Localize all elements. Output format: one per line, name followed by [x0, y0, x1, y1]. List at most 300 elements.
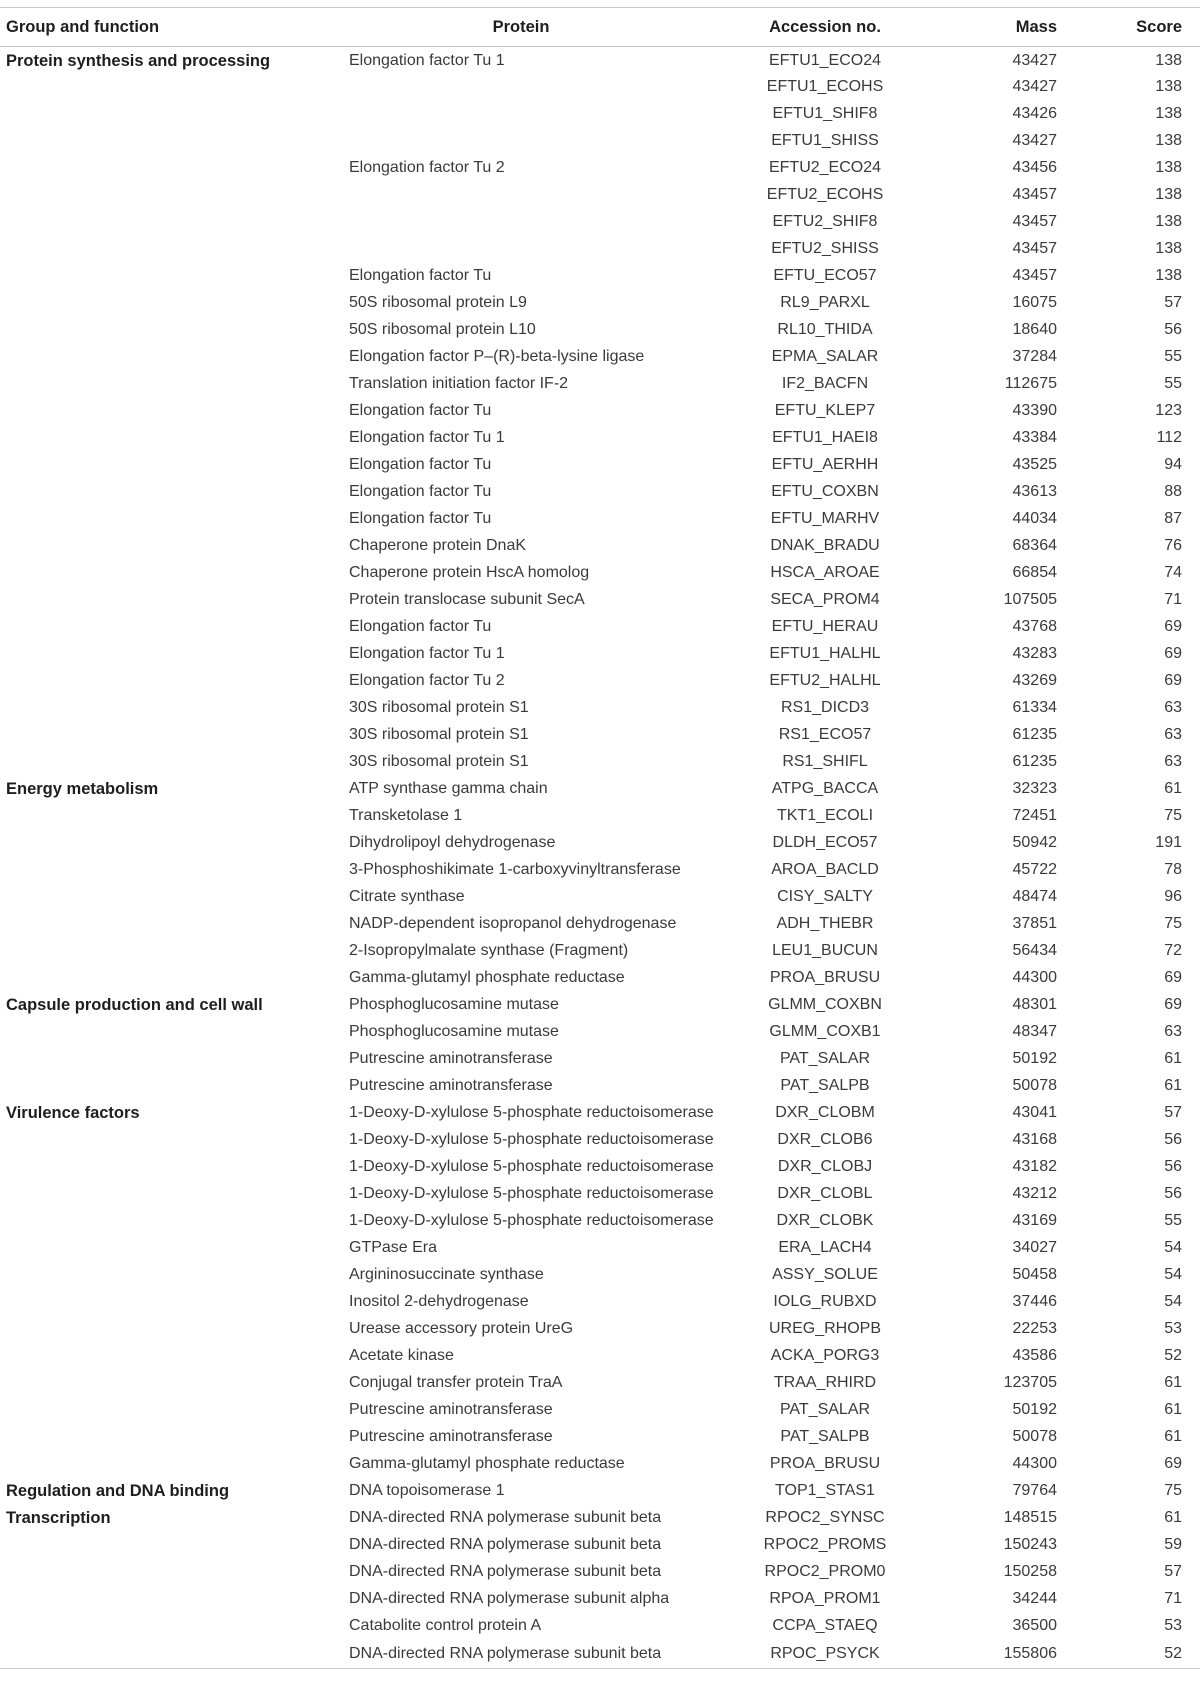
mass-cell: 66854 [1012, 564, 1057, 581]
protein-cell: Putrescine aminotransferase [349, 1428, 553, 1445]
table-row [0, 506, 1200, 533]
score-cell: 74 [1164, 564, 1182, 581]
protein-cell: Phosphoglucosamine mutase [349, 1023, 559, 1040]
accession-cell: CISY_SALTY [777, 888, 873, 905]
header-row [0, 8, 1200, 47]
table-row [0, 1127, 1200, 1154]
group-cell: Energy metabolism [6, 779, 159, 798]
score-cell: 69 [1164, 996, 1182, 1013]
table-row [0, 155, 1200, 182]
score-cell: 57 [1164, 1563, 1182, 1580]
score-cell: 54 [1164, 1293, 1182, 1310]
protein-cell: Inositol 2-dehydrogenase [349, 1293, 529, 1310]
group-cell [0, 452, 337, 479]
score-cell: 75 [1164, 915, 1182, 932]
group-cell [0, 722, 337, 749]
table-row [0, 1208, 1200, 1235]
mass-cell: 34244 [1012, 1590, 1057, 1607]
protein-cell [337, 236, 725, 263]
table-row [0, 695, 1200, 722]
protein-cell: 50S ribosomal protein L9 [349, 294, 527, 311]
table-row [0, 1640, 1200, 1669]
group-cell [0, 1640, 337, 1669]
protein-cell: Phosphoglucosamine mutase [349, 996, 559, 1013]
table-row [0, 668, 1200, 695]
score-cell: 76 [1164, 537, 1182, 554]
score-cell: 56 [1164, 321, 1182, 338]
accession-cell: HSCA_AROAE [770, 564, 880, 581]
table-row [0, 1370, 1200, 1397]
accession-cell: DXR_CLOBM [775, 1104, 875, 1121]
mass-cell: 43457 [1012, 240, 1057, 257]
mass-cell: 43384 [1012, 429, 1057, 446]
group-cell [0, 938, 337, 965]
mass-cell: 44300 [1012, 1455, 1057, 1472]
accession-cell: RPOC2_PROMS [763, 1536, 887, 1553]
protein-cell: Transketolase 1 [349, 807, 463, 824]
mass-cell: 50942 [1012, 834, 1057, 851]
mass-cell: 34027 [1012, 1239, 1057, 1256]
mass-cell: 43212 [1012, 1185, 1057, 1202]
mass-cell: 155806 [925, 1640, 1075, 1669]
table-row [0, 614, 1200, 641]
table-row [0, 74, 1200, 101]
accession-cell: IF2_BACFN [781, 375, 869, 392]
table-row [0, 1316, 1200, 1343]
accession-cell: ACKA_PORG3 [770, 1347, 880, 1364]
accession-cell: RPOA_PROM1 [769, 1590, 881, 1607]
mass-cell: 56434 [1012, 942, 1057, 959]
score-cell: 138 [1155, 78, 1182, 95]
score-cell: 61 [1164, 1077, 1182, 1094]
group-cell [0, 1262, 337, 1289]
accession-cell: TRAA_RHIRD [773, 1374, 877, 1391]
header-protein: Protein [337, 8, 725, 47]
mass-cell: 61235 [1012, 753, 1057, 770]
accession-cell: SECA_PROM4 [770, 591, 880, 608]
group-cell [0, 560, 337, 587]
mass-cell: 43283 [1012, 645, 1057, 662]
table-row [0, 641, 1200, 668]
table-row [0, 560, 1200, 587]
score-cell: 112 [1156, 429, 1182, 446]
protein-table [0, 7, 1200, 1669]
group-cell [0, 209, 337, 236]
score-cell: 71 [1164, 591, 1182, 608]
accession-cell: EFTU1_SHIF8 [772, 105, 878, 122]
accession-cell: DXR_CLOB6 [777, 1131, 873, 1148]
mass-cell: 72451 [1012, 807, 1057, 824]
group-cell [0, 668, 337, 695]
protein-cell [337, 128, 725, 155]
table-body [0, 47, 1200, 1669]
protein-cell: Chaperone protein HscA homolog [349, 564, 590, 581]
group-cell [0, 1046, 337, 1073]
mass-cell: 43457 [1012, 213, 1057, 230]
group-cell [0, 1154, 337, 1181]
protein-cell: 3-Phosphoshikimate 1-carboxyvinyltransferase [349, 861, 681, 878]
accession-cell: RPOC_PSYCK [725, 1640, 925, 1669]
group-cell [0, 533, 337, 560]
protein-cell: Elongation factor Tu [349, 267, 492, 284]
table-row [0, 317, 1200, 344]
accession-cell: EFTU_AERHH [771, 456, 879, 473]
score-cell: 138 [1155, 105, 1182, 122]
group-cell [0, 1235, 337, 1262]
protein-cell: 30S ribosomal protein S1 [349, 726, 529, 743]
group-cell [0, 749, 337, 776]
table-row [0, 1154, 1200, 1181]
protein-cell: Elongation factor Tu [349, 456, 492, 473]
protein-cell: DNA-directed RNA polymerase subunit beta [349, 1563, 662, 1580]
table-row [0, 1235, 1200, 1262]
score-cell: 75 [1164, 1482, 1182, 1499]
protein-cell: DNA topoisomerase 1 [349, 1482, 505, 1499]
mass-cell: 37851 [1012, 915, 1057, 932]
mass-cell: 43613 [1012, 483, 1057, 500]
mass-cell: 44300 [1012, 969, 1057, 986]
group-cell [0, 317, 337, 344]
protein-cell: DNA-directed RNA polymerase subunit beta [349, 1509, 662, 1526]
table-row [0, 290, 1200, 317]
protein-cell: 50S ribosomal protein L10 [349, 321, 536, 338]
accession-cell: LEU1_BUCUN [772, 942, 878, 959]
group-cell [0, 182, 337, 209]
score-cell: 88 [1164, 483, 1182, 500]
group-cell [0, 263, 337, 290]
accession-cell: TKT1_ECOLI [776, 807, 874, 824]
score-cell: 69 [1164, 645, 1182, 662]
accession-cell: RL10_THIDA [777, 321, 873, 338]
score-cell: 69 [1164, 1455, 1182, 1472]
score-cell: 138 [1155, 213, 1182, 230]
table-row [0, 1019, 1200, 1046]
mass-cell: 150258 [1003, 1563, 1057, 1580]
table-row [0, 1100, 1200, 1127]
accession-cell: DXR_CLOBK [776, 1212, 874, 1229]
accession-cell: EFTU1_SHISS [771, 132, 879, 149]
table-row [0, 1586, 1200, 1613]
accession-cell: AROA_BACLD [771, 861, 879, 878]
table-row [0, 1397, 1200, 1424]
accession-cell: PAT_SALAR [779, 1401, 871, 1418]
accession-cell: EFTU2_SHISS [771, 240, 879, 257]
table-row [0, 587, 1200, 614]
accession-cell: EFTU_KLEP7 [774, 402, 876, 419]
protein-cell: Elongation factor Tu [349, 510, 492, 527]
group-cell: Virulence factors [6, 1103, 140, 1122]
accession-cell: RPOC2_SYNSC [765, 1509, 885, 1526]
mass-cell: 18640 [1012, 321, 1057, 338]
table-row [0, 1505, 1200, 1532]
group-cell [0, 803, 337, 830]
table-row [0, 47, 1200, 74]
accession-cell: EFTU1_ECO24 [768, 52, 882, 70]
mass-cell: 50192 [1012, 1050, 1057, 1067]
mass-cell: 61334 [1012, 699, 1057, 716]
score-cell: 69 [1164, 969, 1182, 986]
score-cell: 56 [1164, 1158, 1182, 1175]
score-cell: 55 [1164, 375, 1182, 392]
mass-cell: 43457 [1012, 186, 1057, 203]
score-cell: 54 [1164, 1266, 1182, 1283]
header-accession-no: Accession no. [725, 8, 925, 47]
score-cell: 123 [1155, 402, 1182, 419]
accession-cell: EFTU_HERAU [771, 618, 879, 635]
accession-cell: RS1_SHIFL [782, 753, 868, 770]
group-cell [0, 155, 337, 182]
group-cell [0, 911, 337, 938]
table-row [0, 938, 1200, 965]
header-group-and-function: Group and function [0, 8, 337, 47]
score-cell: 87 [1164, 510, 1182, 527]
protein-cell: Chaperone protein DnaK [349, 537, 527, 554]
score-cell: 57 [1164, 294, 1182, 311]
accession-cell: ASSY_SOLUE [772, 1266, 878, 1283]
score-cell: 59 [1164, 1536, 1182, 1553]
score-cell: 78 [1164, 861, 1182, 878]
accession-cell: EFTU2_ECO24 [768, 159, 882, 176]
group-cell [0, 290, 337, 317]
score-cell: 138 [1155, 186, 1182, 203]
table-row [0, 911, 1200, 938]
score-cell: 52 [1075, 1640, 1200, 1669]
group-cell [0, 236, 337, 263]
protein-cell: Putrescine aminotransferase [349, 1401, 553, 1418]
mass-cell: 48474 [1012, 888, 1057, 905]
mass-cell: 50192 [1012, 1401, 1057, 1418]
score-cell: 75 [1164, 807, 1182, 824]
mass-cell: 32323 [1012, 780, 1057, 797]
mass-cell: 43427 [1012, 132, 1057, 149]
mass-cell: 43041 [1012, 1104, 1057, 1121]
table-row [0, 857, 1200, 884]
group-cell [0, 425, 337, 452]
group-cell: Capsule production and cell wall [6, 995, 263, 1014]
group-cell [0, 1073, 337, 1100]
protein-cell: 1-Deoxy-D-xylulose 5-phosphate reductoisomerase [349, 1104, 714, 1121]
accession-cell: TOP1_STAS1 [775, 1482, 875, 1499]
table-row [0, 803, 1200, 830]
protein-cell: Catabolite control protein A [349, 1617, 542, 1634]
mass-cell: 79764 [1012, 1482, 1057, 1499]
accession-cell: EFTU1_HAEI8 [772, 429, 878, 446]
table-row [0, 209, 1200, 236]
score-cell: 53 [1164, 1320, 1182, 1337]
mass-cell: 37284 [1012, 348, 1057, 365]
table-row [0, 182, 1200, 209]
accession-cell: CCPA_STAEQ [772, 1617, 878, 1634]
accession-cell: RS1_DICD3 [780, 699, 870, 716]
table-row [0, 128, 1200, 155]
table-row [0, 722, 1200, 749]
score-cell: 56 [1164, 1131, 1182, 1148]
protein-cell: Putrescine aminotransferase [349, 1050, 553, 1067]
table-row [0, 101, 1200, 128]
score-cell: 52 [1164, 1347, 1182, 1364]
score-cell: 191 [1155, 834, 1182, 851]
score-cell: 61 [1164, 1509, 1182, 1526]
group-cell [0, 1289, 337, 1316]
table-row [0, 236, 1200, 263]
group-cell [0, 1208, 337, 1235]
group-cell [0, 1559, 337, 1586]
protein-cell: Citrate synthase [349, 888, 465, 905]
group-cell [0, 884, 337, 911]
score-cell: 61 [1164, 1050, 1182, 1067]
accession-cell: PROA_BRUSU [769, 969, 881, 986]
accession-cell: ERA_LACH4 [778, 1239, 872, 1256]
protein-cell: Elongation factor Tu 1 [349, 52, 505, 70]
table-row [0, 1262, 1200, 1289]
score-cell: 71 [1164, 1590, 1182, 1607]
score-cell: 138 [1155, 159, 1182, 176]
header-mass: Mass [925, 8, 1075, 47]
protein-cell: Gamma-glutamyl phosphate reductase [349, 969, 625, 986]
accession-cell: EFTU2_ECOHS [766, 186, 884, 203]
group-cell [0, 1316, 337, 1343]
accession-cell: PAT_SALAR [779, 1050, 871, 1067]
accession-cell: EFTU_ECO57 [773, 267, 877, 284]
mass-cell: 43182 [1012, 1158, 1057, 1175]
mass-cell: 44034 [1012, 510, 1057, 527]
group-cell [0, 1586, 337, 1613]
mass-cell: 37446 [1012, 1293, 1057, 1310]
table-row [0, 398, 1200, 425]
accession-cell: GLMM_COXB1 [769, 1023, 881, 1040]
mass-cell: 43586 [1012, 1347, 1057, 1364]
mass-cell: 48347 [1012, 1023, 1057, 1040]
protein-cell: 1-Deoxy-D-xylulose 5-phosphate reductoisomerase [349, 1212, 714, 1229]
protein-cell: Elongation factor Tu 1 [349, 645, 505, 662]
group-cell [0, 830, 337, 857]
mass-cell: 43168 [1012, 1131, 1057, 1148]
accession-cell: EFTU1_HALHL [769, 645, 881, 662]
protein-cell: DNA-directed RNA polymerase subunit beta [337, 1640, 725, 1669]
group-cell [0, 1532, 337, 1559]
mass-cell: 43427 [1012, 52, 1057, 70]
score-cell: 53 [1164, 1617, 1182, 1634]
score-cell: 138 [1155, 267, 1182, 284]
mass-cell: 43525 [1012, 456, 1057, 473]
mass-cell: 43456 [1012, 159, 1057, 176]
table-row [0, 1343, 1200, 1370]
mass-cell: 150243 [1003, 1536, 1057, 1553]
protein-cell: Elongation factor Tu 2 [349, 672, 505, 689]
mass-cell: 50458 [1012, 1266, 1057, 1283]
table-row [0, 479, 1200, 506]
group-cell [0, 1370, 337, 1397]
protein-cell: Protein translocase subunit SecA [349, 591, 585, 608]
score-cell: 96 [1164, 888, 1182, 905]
protein-cell: 30S ribosomal protein S1 [349, 699, 529, 716]
group-cell [0, 1343, 337, 1370]
protein-cell: Urease accessory protein UreG [349, 1320, 574, 1337]
table-row [0, 452, 1200, 479]
mass-cell: 16075 [1012, 294, 1057, 311]
protein-cell: Gamma-glutamyl phosphate reductase [349, 1455, 625, 1472]
protein-cell: ATP synthase gamma chain [349, 780, 548, 797]
protein-cell: Acetate kinase [349, 1347, 454, 1364]
table-row [0, 1532, 1200, 1559]
accession-cell: ATPG_BACCA [771, 780, 879, 797]
score-cell: 55 [1164, 348, 1182, 365]
score-cell: 54 [1164, 1239, 1182, 1256]
protein-cell [337, 182, 725, 209]
group-cell [0, 695, 337, 722]
table-row [0, 1424, 1200, 1451]
protein-cell [337, 74, 725, 101]
protein-cell: DNA-directed RNA polymerase subunit alpha [349, 1590, 670, 1607]
mass-cell: 43169 [1012, 1212, 1057, 1229]
table-row [0, 965, 1200, 992]
mass-cell: 43426 [1012, 105, 1057, 122]
score-cell: 138 [1155, 52, 1182, 70]
protein-cell [337, 209, 725, 236]
table-header [0, 8, 1200, 47]
accession-cell: ADH_THEBR [776, 915, 874, 932]
group-cell: Transcription [6, 1508, 111, 1527]
group-cell [0, 1127, 337, 1154]
mass-cell: 50078 [1012, 1077, 1057, 1094]
mass-cell: 43768 [1012, 618, 1057, 635]
group-cell [0, 1451, 337, 1478]
table-row [0, 1559, 1200, 1586]
mass-cell: 68364 [1012, 537, 1057, 554]
mass-cell: 43390 [1012, 402, 1057, 419]
protein-cell: Elongation factor Tu 2 [349, 159, 505, 176]
mass-cell: 112675 [1004, 375, 1057, 392]
accession-cell: EFTU2_HALHL [769, 672, 881, 689]
mass-cell: 48301 [1012, 996, 1057, 1013]
table-row [0, 1289, 1200, 1316]
table-row [0, 533, 1200, 560]
group-cell [0, 614, 337, 641]
table-row [0, 992, 1200, 1019]
group-cell [0, 641, 337, 668]
protein-cell: Translation initiation factor IF-2 [349, 375, 569, 392]
protein-cell: Argininosuccinate synthase [349, 1266, 544, 1283]
group-cell: Regulation and DNA binding [6, 1481, 230, 1500]
protein-cell [337, 101, 725, 128]
table-row [0, 749, 1200, 776]
accession-cell: PAT_SALPB [780, 1428, 870, 1445]
table-row [0, 371, 1200, 398]
group-cell [0, 371, 337, 398]
table-row [0, 263, 1200, 290]
table-row [0, 830, 1200, 857]
accession-cell: DXR_CLOBL [777, 1185, 873, 1202]
group-cell [0, 1019, 337, 1046]
score-cell: 63 [1164, 726, 1182, 743]
table-row [0, 1478, 1200, 1505]
group-cell [0, 398, 337, 425]
protein-cell: 1-Deoxy-D-xylulose 5-phosphate reductoisomerase [349, 1158, 714, 1175]
accession-cell: PROA_BRUSU [769, 1455, 881, 1472]
score-cell: 63 [1164, 1023, 1182, 1040]
header-score: Score [1075, 8, 1200, 47]
accession-cell: GLMM_COXBN [768, 996, 882, 1013]
mass-cell: 36500 [1012, 1617, 1057, 1634]
protein-cell: NADP-dependent isopropanol dehydrogenase [349, 915, 677, 932]
score-cell: 61 [1164, 1428, 1182, 1445]
group-cell [0, 1397, 337, 1424]
protein-cell: 1-Deoxy-D-xylulose 5-phosphate reductoisomerase [349, 1131, 714, 1148]
mass-cell: 43269 [1012, 672, 1057, 689]
group-cell: Protein synthesis and processing [6, 51, 271, 70]
mass-cell: 45722 [1012, 861, 1057, 878]
score-cell: 57 [1164, 1104, 1182, 1121]
